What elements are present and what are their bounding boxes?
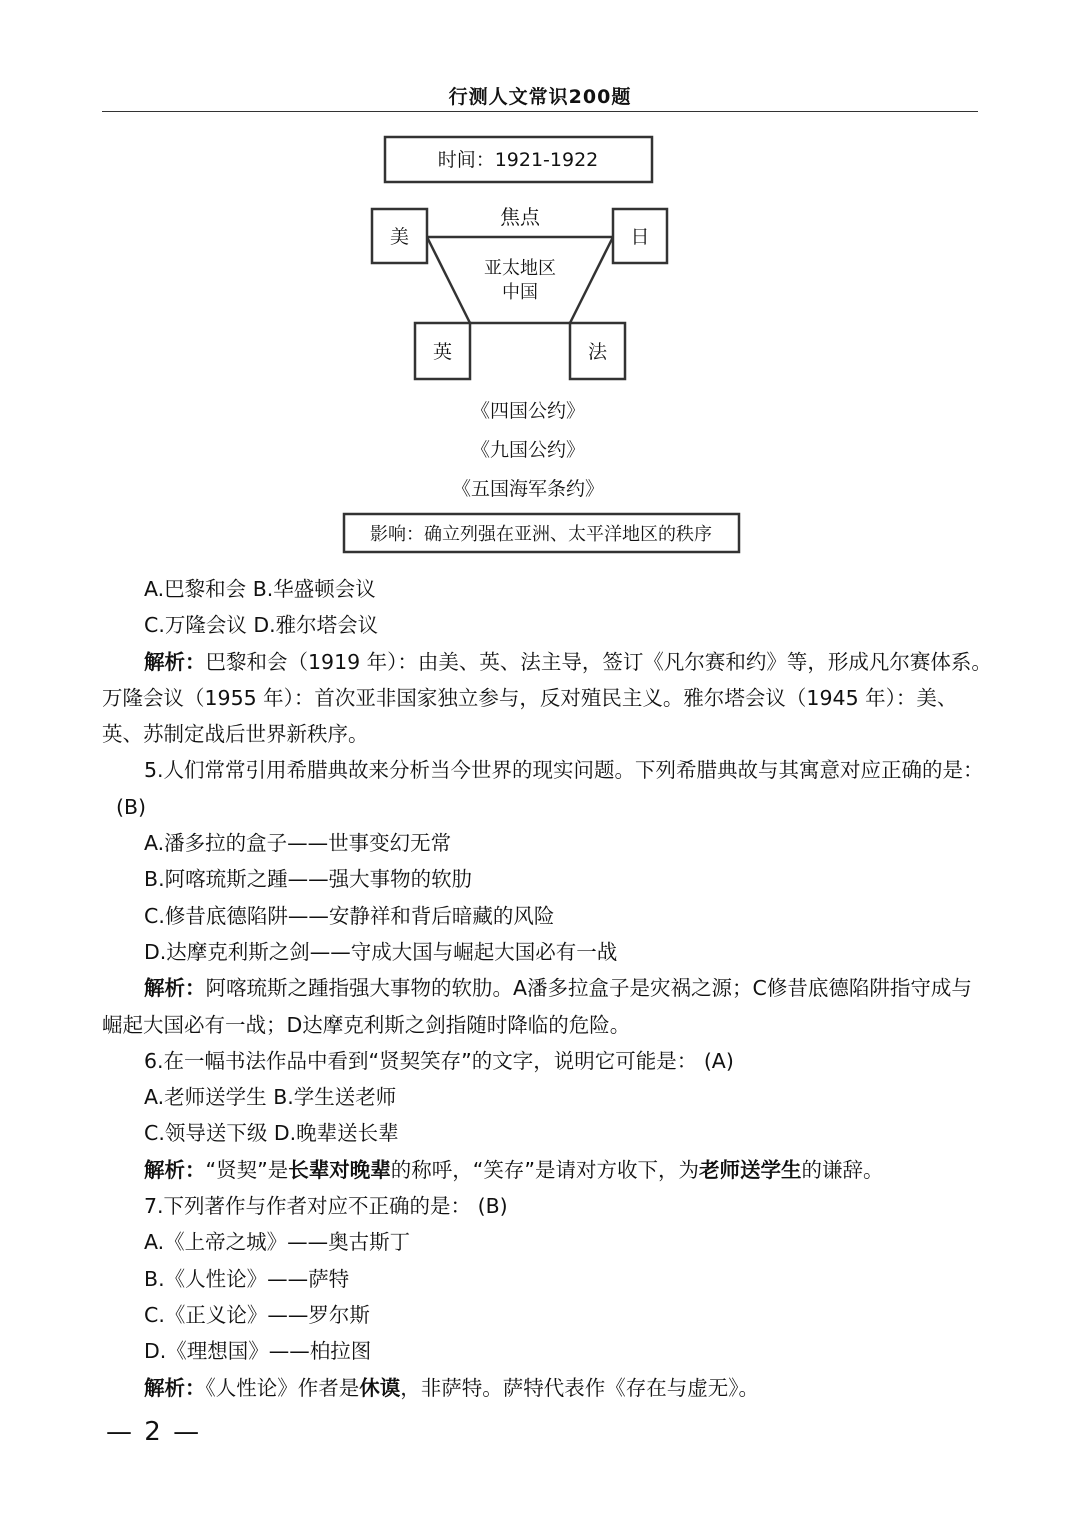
center-label-region: 亚太地区 <box>484 258 556 279</box>
analysis-label: 解析： <box>144 976 206 1001</box>
center-label-china: 中国 <box>502 282 538 303</box>
analysis-text: 的称呼，“笑存”是请对方收下，为 <box>390 1157 699 1182</box>
q6-options-ab: A.老师送学生 B.学生送老师 <box>144 1085 397 1110</box>
focus-label: 焦点 <box>500 205 540 229</box>
analysis-emphasis: 休谟 <box>359 1375 401 1400</box>
treaty-nine-power: 《九国公约》 <box>470 439 586 461</box>
q7-option-a: A.《上帝之城》——奥古斯丁 <box>144 1230 411 1255</box>
q4-options-cd: C.万隆会议 D.雅尔塔会议 <box>144 613 379 638</box>
impact-label: 影响：确立列强在亚洲、太平洋地区的秩序 <box>370 524 712 545</box>
node-uk-label: 英 <box>432 341 453 363</box>
analysis-label: 解析： <box>144 1375 206 1400</box>
connector-jp-fr <box>570 237 613 323</box>
q4-analysis-line-2: 万隆会议（1955 年）：首次亚非国家独立参与，反对殖民主义。雅尔塔会议（1945 年）：美、 <box>102 685 958 710</box>
q4-analysis-line-3: 英、苏制定战后世界新秩序。 <box>102 722 369 747</box>
q7-option-b: B.《人性论》——萨特 <box>144 1266 350 1291</box>
q5-analysis-line-2: 崛起大国必有一战；D达摩克利斯之剑指随时降临的危险。 <box>102 1012 631 1037</box>
analysis-text: 《人性论》作者是 <box>205 1375 360 1400</box>
q7-analysis <box>102 1370 982 1406</box>
analysis-label: 解析： <box>144 649 206 674</box>
q4-options-ab: A.巴黎和会 B.华盛顿会议 <box>144 577 376 601</box>
question-content <box>102 571 992 1406</box>
q5-answer: (B) <box>116 794 147 819</box>
q5-option-c: C.修昔底德陷阱——安静祥和背后暗藏的风险 <box>144 903 555 928</box>
node-jp-label: 日 <box>630 226 650 248</box>
q6-question: 6.在一幅书法作品中看到“贤契笑存”的文字，说明它可能是： (A) <box>144 1048 734 1073</box>
analysis-text: ，非萨特。萨特代表作《存在与虚无》。 <box>400 1375 759 1400</box>
q7-question: 7.下列著作与作者对应不正确的是： (B) <box>144 1194 508 1219</box>
node-fr-label: 法 <box>587 341 608 363</box>
q5-question: 5.人们常常引用希腊典故来分析当今世界的现实问题。下列希腊典故与其寓意对应正确的是： <box>144 758 984 783</box>
page-number: — 2 — <box>106 1417 202 1447</box>
q6-options-cd: C.领导送下级 D.晚辈送长辈 <box>144 1121 399 1146</box>
q6-analysis <box>102 1152 982 1188</box>
treaty-five-power-naval: 《五国海军条约》 <box>451 478 605 500</box>
q4-analysis-line-1 <box>102 644 992 680</box>
page-header-title: 行测人文常识200题 <box>448 86 632 108</box>
analysis-text: 阿喀琉斯之踵指强大事物的软肋。A潘多拉盒子是灾祸之源；C修昔底德陷阱指守成与 <box>205 976 972 1001</box>
time-label: 时间：1921-1922 <box>437 149 599 171</box>
analysis-text: 巴黎和会（1919 年）：由美、英、法主导，签订《凡尔赛和约》等，形成凡尔赛体系。 <box>205 649 992 674</box>
treaty-four-power: 《四国公约》 <box>470 400 586 422</box>
analysis-text: “贤契”是 <box>205 1157 289 1182</box>
analysis-emphasis: 老师送学生 <box>699 1157 802 1182</box>
q7-option-d: D.《理想国》——柏拉图 <box>144 1339 372 1364</box>
q5-option-d: D.达摩克利斯之剑——守成大国与崛起大国必有一战 <box>144 939 618 964</box>
q5-option-a: A.潘多拉的盒子——世事变幻无常 <box>144 831 452 856</box>
q7-option-c: C.《正义论》——罗尔斯 <box>144 1302 370 1327</box>
node-us-label: 美 <box>389 226 410 248</box>
q5-option-b: B.阿喀琉斯之踵——强大事物的软肋 <box>144 867 473 892</box>
analysis-label: 解析： <box>144 1157 206 1182</box>
analysis-emphasis: 长辈对晚辈 <box>288 1157 391 1182</box>
q5-analysis-line-1 <box>102 970 982 1006</box>
header-divider <box>102 111 978 112</box>
washington-system-diagram <box>330 130 750 560</box>
connector-us-uk <box>427 237 470 323</box>
analysis-text: 的谦辞。 <box>801 1157 884 1182</box>
